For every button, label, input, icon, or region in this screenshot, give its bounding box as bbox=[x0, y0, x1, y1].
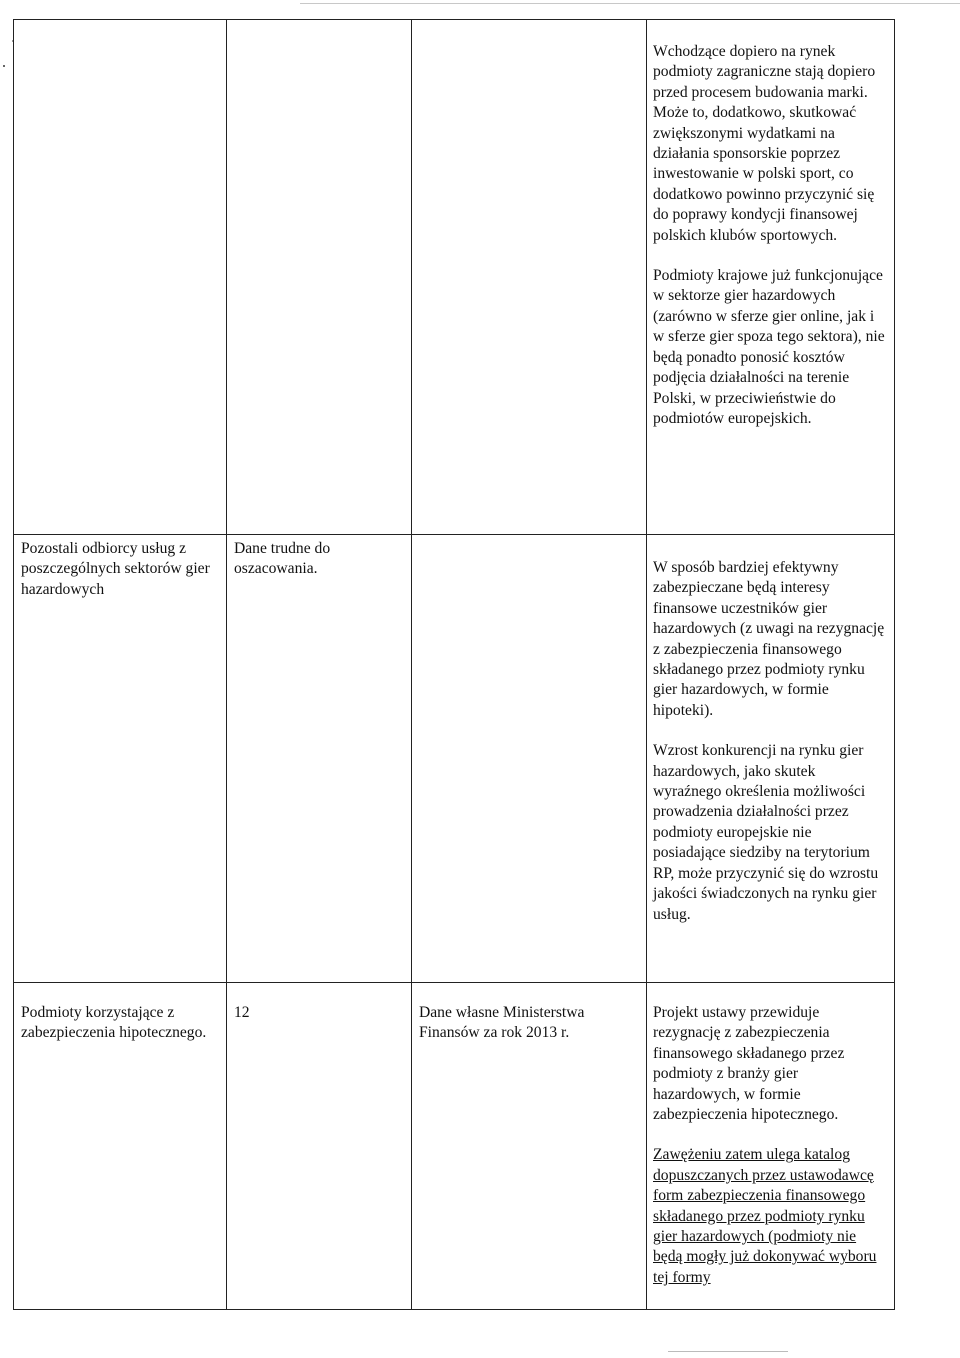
impact-paragraph: W sposób bardziej efektywny zabezpieczane będą interesy finansowe uczestników gier hazardowych (z uwagi na rezygnację z zabezpieczenia finansowego składanego przez podmioty rynku gier hazardowych, w formie hipoteki). bbox=[653, 559, 885, 719]
scan-artifact bbox=[668, 1351, 788, 1352]
table-row bbox=[14, 535, 895, 983]
impact-paragraph: Projekt ustawy przewiduje rezygnację z zabezpieczenia finansowego składanego przez podmioty z branży gier hazardowych, w formie zabezpieczenia hipotecznego. bbox=[653, 1004, 845, 1124]
table-cell-source bbox=[412, 983, 647, 1310]
table-row bbox=[14, 983, 895, 1310]
table-cell-impact bbox=[647, 20, 895, 535]
group-text: Podmioty korzystające z zabezpieczenia hipotecznego. bbox=[21, 1004, 207, 1042]
scan-artifact bbox=[3, 65, 5, 67]
table-cell-size bbox=[227, 20, 412, 535]
table-cell-source bbox=[412, 20, 647, 535]
impact-paragraph: Podmioty krajowe już funkcjonujące w sektorze gier hazardowych (zarówno w sferze gier online, jak i w sferze gier spoza tego sektora), nie będą ponadto ponosić kosztów podjęcia działalności na terenie Polski, w przeciwieństwie do podmiotów europejskich. bbox=[653, 267, 885, 427]
table-cell-impact bbox=[647, 535, 895, 983]
size-text: Dane trudne do oszacowania. bbox=[234, 540, 331, 578]
group-text: Pozostali odbiorcy usług z poszczególnych sektorów gier hazardowych bbox=[21, 540, 210, 598]
table-cell-impact bbox=[647, 983, 895, 1310]
table-row bbox=[14, 20, 895, 535]
table-cell-size bbox=[227, 983, 412, 1310]
impact-paragraph: Zawężeniu zatem ulega katalog dopuszczanych przez ustawodawcę form zabezpieczenia finansowego składanego przez podmioty rynku gier hazardowych (podmioty nie będą mogły już dokonywać wyboru tej formy bbox=[653, 1146, 877, 1286]
impact-paragraph: Wchodzące dopiero na rynek podmioty zagraniczne stają dopiero przed procesem budowania marki. Może to, dodatkowo, skutkować zwiększonymi wydatkami na działania sponsorskie poprzez inwestowanie w polski sport, co dodatkowo powinno przyczynić się do poprawy kondycji finansowej polskich klubów sportowych. bbox=[653, 43, 876, 244]
table-cell-group bbox=[14, 535, 227, 983]
impact-assessment-table bbox=[13, 19, 895, 1310]
impact-paragraph: Wzrost konkurencji na rynku gier hazardowych, jako skutek wyraźnego określenia możliwości prowadzenia działalności przez podmioty europejskie nie posiadające siedziby na terytorium RP, może przyczynić się do wzrostu jakości świadczonych na rynku gier usług. bbox=[653, 742, 879, 923]
size-text: 12 bbox=[234, 1004, 250, 1021]
table-cell-source bbox=[412, 535, 647, 983]
table-cell-group bbox=[14, 983, 227, 1310]
source-text: Dane własne Ministerstwa Finansów za rok 2013 r. bbox=[419, 1004, 585, 1042]
scan-artifact bbox=[300, 3, 960, 4]
table-cell-size bbox=[227, 535, 412, 983]
table-cell-group bbox=[14, 20, 227, 535]
